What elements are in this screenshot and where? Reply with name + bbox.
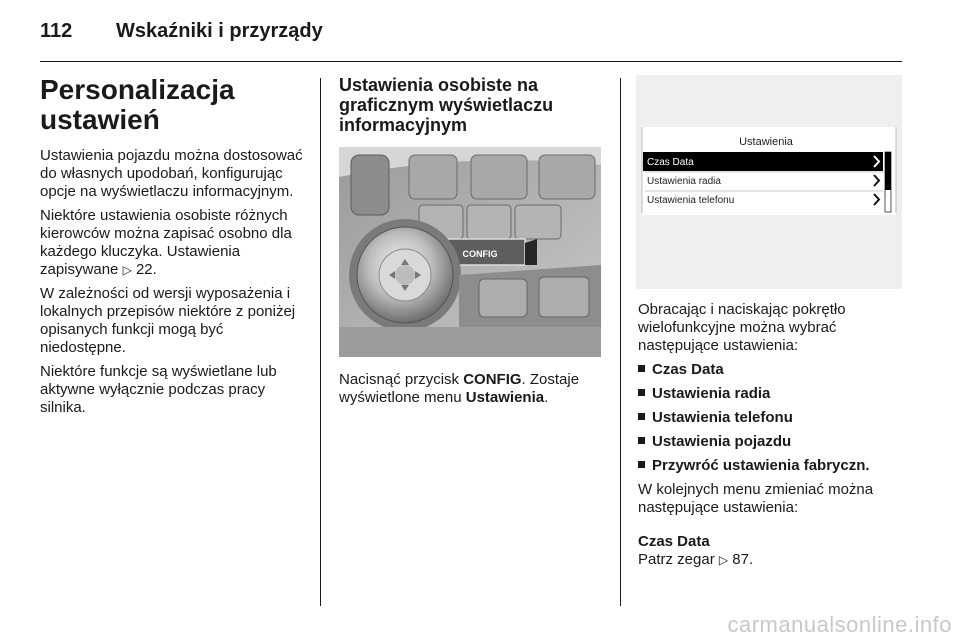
- instruction-text-start: Nacisnąć przycisk: [339, 371, 460, 388]
- column-personalization: [40, 75, 308, 423]
- settings-screen-figure: [636, 75, 902, 289]
- list-item: [638, 409, 904, 427]
- page-ref-arrow-icon: ▷: [122, 263, 132, 277]
- instruction-text-end: .: [544, 389, 549, 406]
- settings-screen-svg: [636, 75, 902, 289]
- intro-paragraph: Ustawienia pojazdu można dostosować do własnych upodobań, konfigurując opcje na wyświetlaczu informacyjnym.: [40, 147, 303, 200]
- settings-options-list: [638, 361, 904, 475]
- bullet-square-icon: [638, 437, 645, 444]
- option-label: Ustawienia radia: [652, 385, 771, 402]
- submenu-paragraph: W kolejnych menu zmieniać można następujące ustawienia:: [638, 481, 874, 516]
- bullet-square-icon: [638, 413, 645, 420]
- list-item: [638, 385, 904, 403]
- chapter-title: Wskaźniki i przyrządy: [116, 20, 323, 42]
- knob-intro: Obracając i naciskając pokrętło wielofunkcyjne można wybrać następujące ustawienia:: [638, 301, 846, 354]
- watermark: carmanualsonline.info: [727, 612, 952, 637]
- clock-text: Patrz zegar: [638, 551, 715, 568]
- page-number: 112: [40, 20, 73, 42]
- sub-heading: Ustawienia osobiste na graficznym wyświetlaczu informacyjnym: [339, 75, 554, 135]
- key-settings-paragraph: Niektóre ustawienia osobiste różnych kierowców można zapisać osobno dla każdego kluczyka. Ustawienia zapisywane ▷ 22.: [40, 207, 292, 278]
- equipment-paragraph: W zależności od wersji wyposażenia i lokalnych przepisów niektóre z poniżej opisanych funkcji mogą być niedostępne.: [40, 285, 296, 356]
- screen-menu-item-phone[interactable]: Ustawienia telefonu: [647, 195, 735, 206]
- bullet-square-icon: [638, 461, 645, 468]
- column-settings-menu: [638, 75, 904, 575]
- key-settings-text: Niektóre ustawienia osobiste różnych kierowców można zapisać osobno dla każdego kluczyka. Ustawienia zapisywane: [40, 207, 292, 278]
- dashboard-photo-svg: [339, 147, 601, 357]
- clock-reference: [638, 551, 904, 569]
- option-label: Ustawienia telefonu: [652, 409, 793, 426]
- config-instruction: [339, 371, 601, 407]
- bullet-square-icon: [638, 389, 645, 396]
- screen-menu-item-time-date[interactable]: Czas Data: [647, 157, 694, 168]
- column-divider: [320, 78, 321, 606]
- header-rule: [40, 61, 902, 62]
- column-graphic-display: [339, 75, 601, 413]
- config-button-ref: CONFIG: [463, 371, 522, 388]
- engine-paragraph: Niektóre funkcje są wyświetlane lub aktywne wyłącznie podczas pracy silnika.: [40, 363, 277, 416]
- list-item: [638, 433, 904, 451]
- bullet-square-icon: [638, 365, 645, 372]
- page-ref-link[interactable]: 87.: [732, 551, 754, 568]
- option-label: Czas Data: [652, 361, 724, 378]
- list-item: [638, 457, 904, 475]
- instruction-text-middle: . Zostaje wyświetlone menu: [339, 371, 580, 406]
- screen-scrollbar-thumb[interactable]: [885, 152, 891, 190]
- settings-menu-ref: Ustawienia: [465, 389, 545, 406]
- config-button-photo: [339, 147, 601, 357]
- page-ref-arrow-icon: ▷: [718, 553, 729, 567]
- column-divider: [620, 78, 621, 606]
- section-heading: Personalizacja ustawień: [40, 74, 235, 135]
- config-button-label: CONFIG: [462, 249, 498, 259]
- screen-menu-item-radio[interactable]: Ustawienia radia: [647, 176, 721, 187]
- screen-title: Ustawienia: [739, 136, 793, 148]
- option-label: Przywróć ustawienia fabryczn.: [652, 457, 870, 474]
- time-date-subheading: Czas Data: [638, 533, 710, 550]
- list-item: [638, 361, 904, 379]
- option-label: Ustawienia pojazdu: [652, 433, 792, 450]
- page-ref-link[interactable]: 22: [135, 261, 153, 278]
